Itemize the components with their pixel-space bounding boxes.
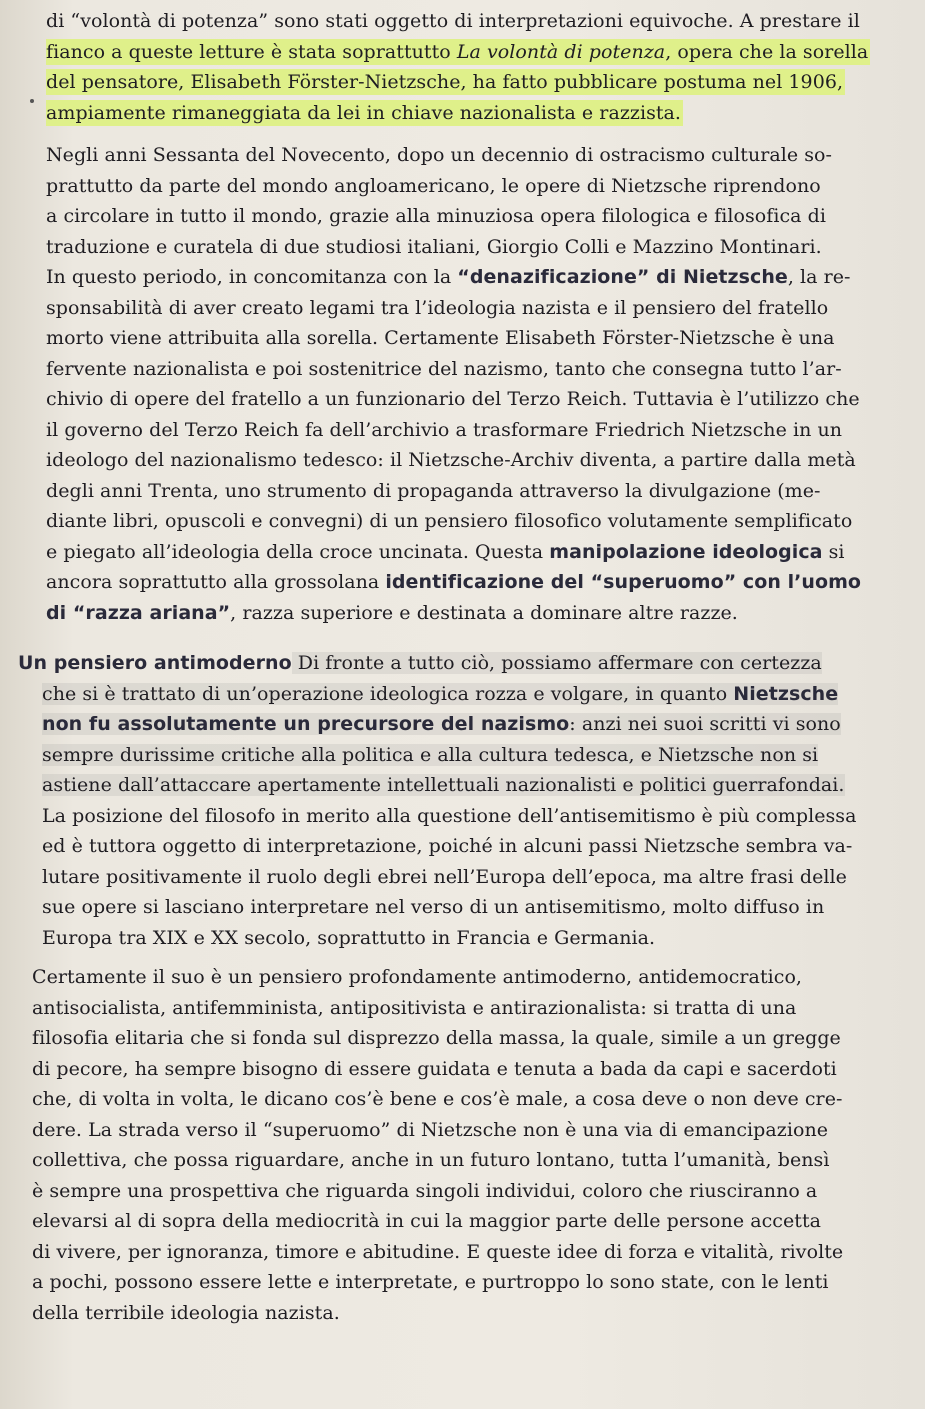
text-line: collettiva, che possa riguardare, anche in un futuro lontano, tutta l’umanità, bensì xyxy=(32,1149,830,1171)
text-line: In questo periodo, in concomitanza con la “denazificazione” di Nietzsche, la re- xyxy=(46,266,851,288)
text-line: ed è tuttora oggetto di interpretazione, poiché in alcuni passi Nietzsche sembra va- xyxy=(42,835,853,857)
paragraph-3 xyxy=(18,648,885,953)
text-line: di vivere, per ignoranza, timore e abitudine. E queste idee di forza e vitalità, rivolte xyxy=(32,1240,844,1263)
text-line: a circolare in tutto il mondo, grazie alla minuziosa opera filologica e filosofica di xyxy=(46,205,826,227)
text-line xyxy=(46,67,885,98)
text-line: degli anni Trenta, uno strumento di propaganda attraverso la divulgazione (me- xyxy=(46,479,821,502)
highlighted-text: ampiamente rimaneggiata da lei in chiave nazionalista e razzista. xyxy=(46,101,682,124)
bold-term: manipolazione ideologica xyxy=(549,540,823,563)
text-line: della terribile ideologia nazista. xyxy=(32,1301,340,1324)
text-line: ideologo del nazionalismo tedesco: il Nietzsche-Archiv diventa, a partire dalla metà xyxy=(46,449,856,471)
text-line: traduzione e curatela di due studiosi italiani, Giorgio Colli e Mazzino Montinari. xyxy=(46,235,822,258)
text-line: e piegato all’ideologia della croce uncinata. Questa manipolazione ideologica si xyxy=(46,540,845,563)
paragraph-1 xyxy=(46,6,885,128)
text-line: Certamente il suo è un pensiero profondamente antimoderno, antidemocratico, xyxy=(32,966,803,988)
highlighted-text: fianco a queste letture è stata soprattutto La volontà di potenza, opera che la sorella xyxy=(46,40,869,63)
paragraph-2 xyxy=(46,140,885,628)
bold-term: non fu assolutamente un precursore del nazismo xyxy=(42,713,570,735)
bold-term: identificazione del “superuomo” con l’uomo xyxy=(385,571,862,593)
text-line: che, di volta in volta, le dicano cos’è bene e cos’è male, a cosa deve o non deve cre- xyxy=(32,1088,843,1110)
text-line: astiene dall’attaccare apertamente intellettuali nazionalisti e politici guerrafondai. xyxy=(42,774,845,796)
text-line: filosofia elitaria che si fonda sul disprezzo della massa, la quale, simile a un gregge xyxy=(32,1027,841,1049)
text-line: che si è trattato di un’operazione ideologica rozza e volgare, in quanto Nietzsche xyxy=(42,682,839,705)
text-line: sempre durissime critiche alla politica e alla cultura tedesca, e Nietzsche non si xyxy=(42,743,819,766)
bold-term: Nietzsche xyxy=(733,682,839,705)
text-line xyxy=(46,37,885,68)
text-line: sponsabilità di aver creato legami tra l’ideologia nazista e il pensiero del fratello xyxy=(46,296,829,319)
bold-term: “denazificazione” di Nietzsche xyxy=(457,266,788,288)
text-line: diante libri, opuscoli e convegni) di un pensiero filosofico volutamente semplificato xyxy=(46,510,853,532)
text-line: non fu assolutamente un precursore del nazismo: anzi nei suoi scritti vi sono xyxy=(42,713,841,735)
text-line: a pochi, possono essere lette e interpretate, e purtroppo lo sono state, con le lenti xyxy=(32,1271,829,1293)
text-line: elevarsi al di sopra della mediocrità in cui la maggior parte delle persone accetta xyxy=(32,1210,822,1232)
text-line: di “razza ariana”, razza superiore e destinata a dominare altre razze. xyxy=(46,601,738,624)
text-line: La posizione del filosofo in merito alla questione dell’antisemitismo è più complessa xyxy=(42,804,857,827)
text-line: di “volontà di potenza” sono stati oggetto di interpretazioni equivoche. A prestare il xyxy=(46,10,860,32)
text-line: il governo del Terzo Reich fa dell’archivio a trasformare Friedrich Nietzsche in un xyxy=(46,418,843,441)
section-heading: Un pensiero antimoderno xyxy=(18,652,292,674)
text-line: prattutto da parte del mondo angloamericano, le opere di Nietzsche riprendono xyxy=(46,174,821,197)
text-line: Un pensiero antimoderno Di fronte a tutto ciò, possiamo affermare con certezza xyxy=(18,652,822,674)
bold-term: di “razza ariana” xyxy=(46,601,231,624)
text-line: fervente nazionalista e poi sostenitrice del nazismo, tanto che consegna tutto l’ar- xyxy=(46,357,842,380)
margin-bullet xyxy=(30,99,34,103)
text-line: sue opere si lasciano interpretare nel verso di un antisemitismo, molto diffuso in xyxy=(42,896,825,918)
text-line: Negli anni Sessanta del Novecento, dopo un decennio di ostracismo culturale so- xyxy=(46,144,833,166)
text-line: Europa tra XIX e XX secolo, soprattutto in Francia e Germania. xyxy=(42,926,656,949)
text-line: chivio di opere del fratello a un funzionario del Terzo Reich. Tuttavia è l’utilizzo che xyxy=(46,388,860,410)
text-line: di pecore, ha sempre bisogno di essere guidata e tenuta a bada da capi e sacerdoti xyxy=(32,1057,837,1080)
book-title: La volontà di potenza xyxy=(456,40,666,63)
text-line: è sempre una prospettiva che riguarda singoli individui, coloro che riusciranno a xyxy=(32,1179,818,1202)
text-line: ancora soprattutto alla grossolana identificazione del “superuomo” con l’uomo xyxy=(46,571,862,593)
text-line: morto viene attribuita alla sorella. Certamente Elisabeth Förster-Nietzsche è una xyxy=(46,327,835,349)
text-line xyxy=(46,98,885,129)
highlighted-text: del pensatore, Elisabeth Förster-Nietzsche, ha fatto pubblicare postuma nel 1906, xyxy=(46,71,844,93)
text-line: dere. La strada verso il “superuomo” di Nietzsche non è una via di emancipazione xyxy=(32,1118,829,1141)
text-line: antisocialista, antifemminista, antipositivista e antirazionalista: si tratta di una xyxy=(32,996,797,1019)
paragraph-4 xyxy=(32,962,885,1328)
text-line: lutare positivamente il ruolo degli ebrei nell’Europa dell’epoca, ma altre frasi delle xyxy=(42,865,847,888)
